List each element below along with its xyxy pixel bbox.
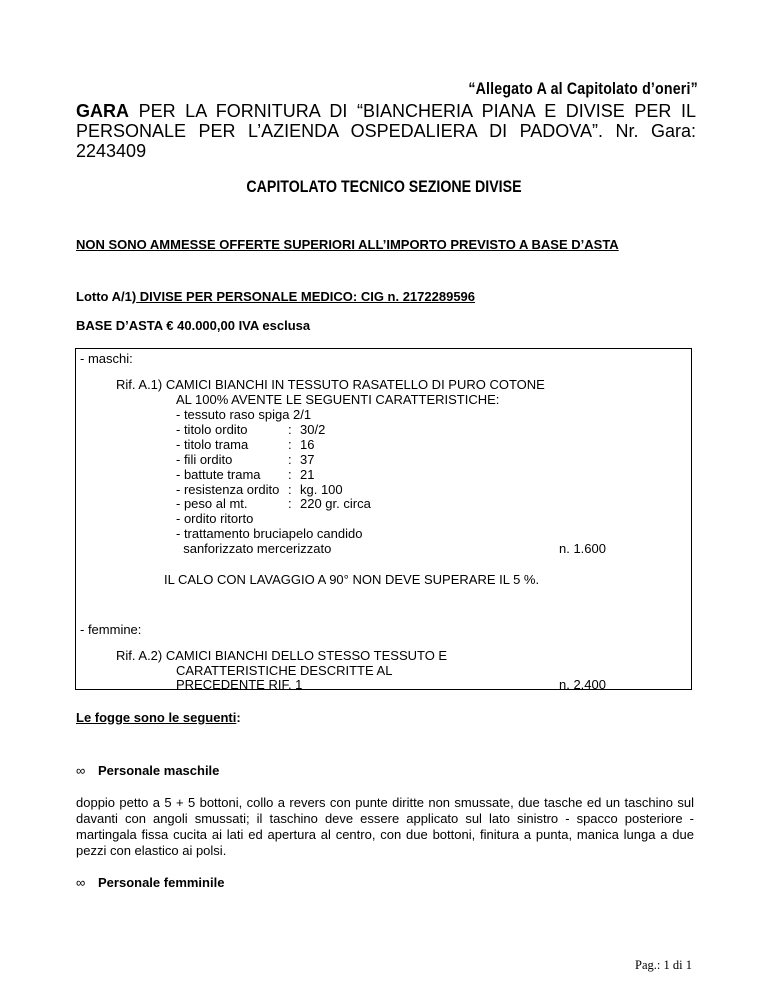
spec-colon: : bbox=[288, 481, 292, 497]
maschile-label: Personale maschile bbox=[98, 763, 220, 778]
spec-colon: : bbox=[288, 451, 292, 467]
lotto-prefix: Lotto A/1) bbox=[76, 289, 137, 304]
capitolato-title: CAPITOLATO TECNICO SEZIONE DIVISE bbox=[246, 178, 522, 196]
spec-row bbox=[176, 541, 556, 556]
notice: NON SONO AMMESSE OFFERTE SUPERIORI ALL’IMPORTO PREVISTO A BASE D’ASTA bbox=[76, 237, 619, 252]
bullet-icon: ∞ bbox=[76, 763, 86, 778]
calo-note: IL CALO CON LAVAGGIO A 90° NON DEVE SUPERARE IL 5 %. bbox=[164, 572, 540, 587]
spec-key: - peso al mt. bbox=[176, 496, 248, 512]
ref-a1-line2: AL 100% AVENTE LE SEGUENTI CARATTERISTICHE: bbox=[176, 392, 500, 407]
spec-value: 16 bbox=[300, 436, 315, 452]
spec-row bbox=[176, 511, 556, 526]
ref-a2-line1: Rif. A.2) CAMICI BIANCHI DELLO STESSO TESSUTO E bbox=[116, 648, 448, 663]
spec-row bbox=[176, 407, 556, 422]
spec-colon: : bbox=[288, 466, 292, 482]
fogge-heading-text: Le fogge sono le seguenti bbox=[76, 710, 237, 725]
spec-key: - titolo trama bbox=[176, 436, 249, 452]
spec-key: - tessuto raso spiga 2/1 bbox=[176, 407, 312, 422]
spec-row bbox=[176, 422, 556, 437]
spec-key: - battute trama bbox=[176, 466, 261, 482]
maschile-description: doppio petto a 5 + 5 bottoni, collo a revers con punte diritte non smussate, due tasche ed un taschino sul davanti con angoli smussati; il taschino deve essere applicato sul lato sinistro - spacco posteriore - martingala fissa cucita ai lati ed apertura al centro, con due bottoni, finitura a punta, manica lunga a due pezzi con elastico ai polsi. bbox=[76, 795, 694, 858]
base-asta: BASE D’ASTA € 40.000,00 IVA esclusa bbox=[76, 318, 311, 333]
page-number: Pag.: 1 di 1 bbox=[635, 958, 692, 972]
spec-key: sanforizzato mercerizzato bbox=[176, 541, 332, 557]
spec-colon: : bbox=[288, 436, 292, 452]
spec-key: - trattamento bruciapelo candido bbox=[176, 526, 363, 542]
spec-colon: : bbox=[288, 421, 292, 437]
spec-key: - ordito ritorto bbox=[176, 511, 254, 527]
quantity-a1: n. 1.600 bbox=[559, 541, 606, 556]
bullet-maschile bbox=[76, 763, 219, 778]
quantity-a2: n. 2.400 bbox=[559, 677, 606, 692]
spec-value: 21 bbox=[300, 466, 315, 482]
lotto-title: DIVISE PER PERSONALE MEDICO: CIG n. 2172289596 bbox=[136, 289, 476, 304]
lotto-heading bbox=[76, 289, 475, 304]
bullet-icon: ∞ bbox=[76, 875, 86, 890]
spec-key: - fili ordito bbox=[176, 451, 233, 467]
spec-key: - resistenza ordito bbox=[176, 481, 280, 497]
spec-value: 220 gr. circa bbox=[300, 496, 371, 512]
spec-value: 30/2 bbox=[300, 421, 326, 437]
gara-title bbox=[76, 101, 696, 161]
gara-word: GARA bbox=[76, 101, 129, 121]
spec-row bbox=[176, 496, 556, 511]
spec-key: - titolo ordito bbox=[176, 421, 248, 437]
femminile-label: Personale femminile bbox=[98, 875, 225, 890]
fogge-heading-colon: : bbox=[236, 710, 241, 725]
ref-a2-line3: PRECEDENTE RIF. 1 bbox=[176, 677, 303, 692]
bullet-femminile bbox=[76, 875, 224, 890]
spec-row bbox=[176, 482, 556, 497]
femmine-label: - femmine: bbox=[80, 622, 142, 637]
spec-row bbox=[176, 452, 556, 467]
maschi-label: - maschi: bbox=[80, 351, 133, 366]
spec-row bbox=[176, 437, 556, 452]
spec-colon: : bbox=[288, 496, 292, 512]
allegato-label: “Allegato A al Capitolato d’oneri” bbox=[468, 80, 698, 98]
gara-text: PER LA FORNITURA DI “BIANCHERIA PIANA E DIVISE PER IL PERSONALE PER L’AZIENDA OSPEDALIERA DI PADOVA”. Nr. Gara: 2243409 bbox=[76, 101, 696, 161]
ref-a1-line1: Rif. A.1) CAMICI BIANCHI IN TESSUTO RASATELLO DI PURO COTONE bbox=[116, 377, 545, 392]
spec-row bbox=[176, 467, 556, 482]
spec-value: kg. 100 bbox=[300, 481, 343, 497]
spec-row bbox=[176, 526, 556, 541]
ref-a2-line2: CARATTERISTICHE DESCRITTE AL bbox=[176, 663, 393, 678]
spec-value: 37 bbox=[300, 451, 315, 467]
fogge-heading bbox=[76, 710, 241, 725]
items-box bbox=[75, 348, 692, 690]
